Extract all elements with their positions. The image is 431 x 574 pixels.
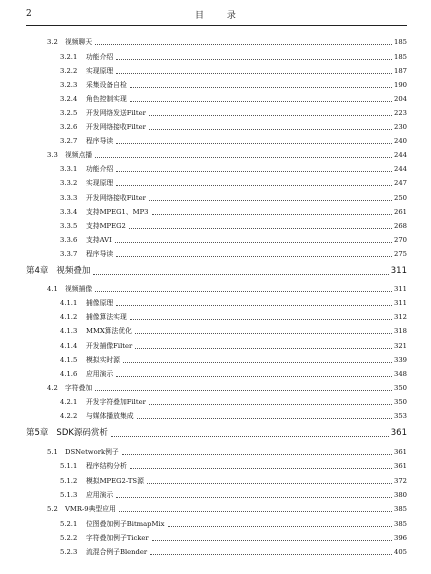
toc-subsection-row[interactable] (60, 342, 407, 351)
dot-leader (95, 390, 392, 391)
toc-entry-label (60, 548, 147, 557)
toc-entry-label (47, 448, 119, 457)
toc-entry-title: VMR-9典型应用 (65, 505, 116, 513)
toc-entry-number: 3.2.2 (60, 67, 78, 75)
toc-entry-title: 字符叠加 (65, 384, 93, 392)
dot-leader (95, 291, 392, 292)
toc-entry-page: 311 (390, 266, 407, 276)
toc-entry-page: 244 (394, 151, 407, 159)
toc-subsection-row[interactable] (60, 477, 407, 486)
dot-leader (116, 497, 392, 498)
toc-entry-label (60, 222, 126, 231)
toc-entry-page: 244 (394, 165, 407, 173)
toc-entry-title: 程序导读 (86, 250, 114, 258)
toc-entry-title: 实现原理 (86, 67, 114, 75)
toc-entry-page: 318 (394, 327, 407, 335)
toc-entry-title: 捕像算法实现 (86, 313, 127, 321)
toc-entry-label (60, 53, 113, 62)
dot-leader (135, 348, 392, 349)
toc-entry-number: 3.2.5 (60, 109, 78, 117)
toc-entry-page: 380 (394, 491, 407, 499)
toc-entry-title: 支持AVI (86, 236, 112, 244)
toc-entry-title: 视频捕像 (65, 285, 93, 293)
toc-entry-number: 5.1.2 (60, 477, 78, 485)
toc-entry-page: 247 (394, 179, 407, 187)
toc-entry-number: 3.3.5 (60, 222, 78, 230)
toc-entry-title: 开发网络发送Filter (86, 109, 146, 117)
toc-entry-number: 3.2.7 (60, 137, 78, 145)
toc-entry-page: 372 (394, 477, 407, 485)
toc-subsection-row[interactable] (60, 67, 407, 76)
toc-entry-page: 312 (394, 313, 407, 321)
page-number: 2 (26, 9, 32, 19)
toc-entry-page: 204 (394, 95, 407, 103)
toc-subsection-row[interactable] (60, 548, 407, 557)
dot-leader (168, 526, 393, 527)
page-title: 目 录 (195, 11, 246, 21)
toc-entry-page: 268 (394, 222, 407, 230)
dot-leader (147, 483, 392, 484)
toc-entry-label (47, 505, 116, 514)
dot-leader (130, 319, 392, 320)
toc-entry-number: 5.1.1 (60, 462, 78, 470)
dot-leader (116, 256, 392, 257)
toc-entry-title: 视频叠加 (56, 266, 91, 276)
dot-leader (116, 376, 392, 377)
toc-entry-page: 353 (394, 412, 407, 420)
dot-leader (95, 157, 392, 158)
toc-entry-page: 339 (394, 356, 407, 364)
toc-subsection-row[interactable] (60, 179, 407, 188)
toc-entry-page: 187 (394, 67, 407, 75)
toc-subsection-row[interactable] (60, 412, 407, 421)
toc-subsection-row[interactable] (60, 222, 407, 231)
toc-entry-number: 3.3.7 (60, 250, 78, 258)
toc-entry-page: 240 (394, 137, 407, 145)
toc-entry-page: 361 (394, 448, 407, 456)
toc-subsection-row[interactable] (60, 462, 407, 471)
dot-leader (116, 185, 392, 186)
toc-section-row[interactable] (47, 448, 407, 457)
toc-entry-title: 视频聊天 (65, 38, 93, 46)
toc-entry-label (60, 67, 113, 76)
toc-entry-label (60, 95, 127, 104)
dot-leader (130, 101, 392, 102)
toc-entry-page: 223 (394, 109, 407, 117)
dot-leader (122, 454, 392, 455)
toc-entry-label (60, 491, 113, 500)
header-rule (26, 25, 407, 26)
toc-entry-page: 385 (394, 520, 407, 528)
toc-entry-number: 第4章 (26, 266, 49, 276)
dot-leader (116, 73, 392, 74)
toc-entry-title: 角色控制实现 (86, 95, 127, 103)
toc-entry-number: 5.2.1 (60, 520, 78, 528)
toc-subsection-row[interactable] (60, 356, 407, 365)
toc-section-row[interactable] (47, 38, 407, 47)
toc-entry-title: MMX算法优化 (86, 327, 132, 335)
toc-entry-number: 4.1.1 (60, 299, 78, 307)
toc-entry-page: 396 (394, 534, 407, 542)
toc-subsection-row[interactable] (60, 520, 407, 529)
toc-entry-page: 350 (394, 384, 407, 392)
toc-section-row[interactable] (47, 285, 407, 294)
toc-subsection-row[interactable] (60, 109, 407, 118)
toc-entry-title: 视频点播 (65, 151, 93, 159)
dot-leader (149, 129, 392, 130)
toc-entry-number: 4.2 (47, 384, 58, 392)
toc-subsection-row[interactable] (60, 81, 407, 90)
toc-entry-page: 185 (394, 38, 407, 46)
dot-leader (149, 115, 392, 116)
toc-entry-page: 361 (390, 428, 407, 438)
toc-section-row[interactable] (47, 151, 407, 160)
page-header (0, 0, 431, 28)
dot-leader (115, 242, 392, 243)
dot-leader (130, 87, 392, 88)
toc-entry-title: 实现原理 (86, 179, 114, 187)
toc-subsection-row[interactable] (60, 137, 407, 146)
toc-subsection-row[interactable] (60, 53, 407, 62)
dot-leader (149, 200, 392, 201)
toc-subsection-row[interactable] (60, 95, 407, 104)
toc-entry-page: 190 (394, 81, 407, 89)
toc-entry-label (60, 208, 149, 217)
toc-entry-page: 361 (394, 462, 407, 470)
toc-entry-label (60, 179, 113, 188)
toc-entry-title: 采集设备自检 (86, 81, 127, 89)
toc-entry-title: 程序结构分析 (86, 462, 127, 470)
toc-entry-page: 270 (394, 236, 407, 244)
toc-entry-number: 3.2.6 (60, 123, 78, 131)
toc-entry-title: 开发网络接收Filter (86, 194, 146, 202)
dot-leader (152, 214, 393, 215)
toc-entry-label (47, 384, 92, 393)
toc-entry-number: 4.2.2 (60, 412, 78, 420)
toc-entry-label (60, 462, 127, 471)
toc-entry-title: 开发捕像Filter (86, 342, 133, 350)
dot-leader (116, 59, 392, 60)
toc-entry-title: 模拟实时源 (86, 356, 120, 364)
toc-entry-label (60, 412, 134, 421)
toc-entry-title: 功能介绍 (86, 53, 114, 61)
toc-entry-number: 3.2.4 (60, 95, 78, 103)
toc-entry-title: 模拟MPEG2-TS源 (86, 477, 144, 485)
dot-leader (116, 143, 392, 144)
toc-subsection-row[interactable] (60, 491, 407, 500)
toc-entry-number: 5.2.3 (60, 548, 78, 556)
dot-leader (137, 418, 392, 419)
toc-entry-title: 应用演示 (86, 491, 114, 499)
toc-subsection-row[interactable] (60, 236, 407, 245)
toc-entry-title: 开发网络接收Filter (86, 123, 146, 131)
dot-leader (150, 554, 392, 555)
toc-entry-label (60, 250, 113, 259)
toc-entry-number: 第5章 (26, 428, 49, 438)
toc-entry-label (60, 342, 132, 351)
toc-entry-number: 4.1.5 (60, 356, 78, 364)
toc-entry-title: 应用演示 (86, 370, 114, 378)
toc-subsection-row[interactable] (60, 194, 407, 203)
toc-entry-label (60, 165, 113, 174)
toc-entry-title: SDK源码赏析 (56, 428, 108, 438)
toc-entry-page: 350 (394, 398, 407, 406)
dot-leader (95, 44, 392, 45)
toc-entry-title: 捕像原理 (86, 299, 114, 307)
toc-entry-page: 385 (394, 505, 407, 513)
toc-entry-title: DSNetwork例子 (65, 448, 119, 456)
toc-entry-page: 405 (394, 548, 407, 556)
toc-subsection-row[interactable] (60, 398, 407, 407)
dot-leader (135, 333, 392, 334)
toc-section-row[interactable] (47, 384, 407, 393)
toc-entry-number: 3.2.1 (60, 53, 78, 61)
toc-entry-number: 4.1.3 (60, 327, 78, 335)
toc-entry-page: 185 (394, 53, 407, 61)
toc-entry-number: 3.3 (47, 151, 58, 159)
dot-leader (116, 171, 392, 172)
toc-subsection-row[interactable] (60, 123, 407, 132)
toc-entry-label (60, 299, 113, 308)
toc-entry-label (60, 356, 120, 365)
dot-leader (93, 274, 388, 275)
toc-entry-label (60, 398, 146, 407)
dot-leader (130, 468, 392, 469)
toc-entry-page: 230 (394, 123, 407, 131)
toc-entry-label (60, 137, 113, 146)
toc-entry-label (47, 151, 92, 160)
toc-entry-label (60, 534, 149, 543)
toc-entry-number: 4.1.4 (60, 342, 78, 350)
toc-section-row[interactable] (47, 505, 407, 514)
toc-entry-number: 5.2.2 (60, 534, 78, 542)
toc-subsection-row[interactable] (60, 327, 407, 336)
toc-entry-number: 4.1.6 (60, 370, 78, 378)
toc-subsection-row[interactable] (60, 299, 407, 308)
dot-leader (129, 228, 392, 229)
toc-entry-label (60, 194, 146, 203)
toc-entry-number: 5.1.3 (60, 491, 78, 499)
toc-entry-number: 4.1 (47, 285, 58, 293)
toc-entry-number: 5.1 (47, 448, 58, 456)
toc-entry-page: 311 (394, 285, 407, 293)
dot-leader (152, 540, 392, 541)
toc-entry-title: 与媒体播放集成 (86, 412, 134, 420)
toc-entry-label (60, 327, 132, 336)
toc-entry-label (60, 81, 127, 90)
toc-subsection-row[interactable] (60, 208, 407, 217)
toc-entry-number: 4.2.1 (60, 398, 78, 406)
dot-leader (111, 436, 389, 437)
dot-leader (123, 362, 392, 363)
dot-leader (116, 305, 392, 306)
toc-entry-number: 3.2 (47, 38, 58, 46)
toc-entry-label (60, 520, 165, 529)
toc-entry-title: 位图叠加例子BitmapMix (86, 520, 165, 528)
toc-chapter-row[interactable] (26, 428, 407, 439)
toc-entry-label (60, 123, 146, 132)
toc-subsection-row[interactable] (60, 370, 407, 379)
toc-entry-page: 311 (394, 299, 407, 307)
toc-subsection-row[interactable] (60, 313, 407, 322)
toc-entry-number: 3.2.3 (60, 81, 78, 89)
toc-entry-number: 3.3.2 (60, 179, 78, 187)
toc-entry-label (60, 477, 144, 486)
toc-entry-number: 3.3.6 (60, 236, 78, 244)
toc-entry-title: 流混合例子Blender (86, 548, 148, 556)
toc-entry-label (26, 428, 108, 439)
toc-entry-page: 275 (394, 250, 407, 258)
toc-subsection-row[interactable] (60, 534, 407, 543)
dot-leader (149, 404, 392, 405)
toc-entry-number: 3.3.3 (60, 194, 78, 202)
toc-entry-label (60, 313, 127, 322)
toc-entry-title: 字符叠加例子Ticker (86, 534, 149, 542)
toc-entry-title: 支持MPEG1、MP3 (86, 208, 149, 216)
toc-entry-page: 321 (394, 342, 407, 350)
toc-entry-number: 3.3.1 (60, 165, 78, 173)
toc-entry-label (60, 370, 113, 379)
toc-entry-label (26, 266, 90, 277)
toc-subsection-row[interactable] (60, 250, 407, 259)
toc-entry-label (60, 236, 112, 245)
toc-entry-number: 3.3.4 (60, 208, 78, 216)
toc-entry-page: 250 (394, 194, 407, 202)
dot-leader (119, 511, 392, 512)
toc-subsection-row[interactable] (60, 165, 407, 174)
toc-entry-label (47, 285, 92, 294)
toc-entry-title: 功能介绍 (86, 165, 114, 173)
toc-entry-title: 支持MPEG2 (86, 222, 126, 230)
toc-entry-label (47, 38, 92, 47)
toc-chapter-row[interactable] (26, 266, 407, 277)
toc-entry-number: 4.1.2 (60, 313, 78, 321)
toc-entry-label (60, 109, 146, 118)
toc-entry-page: 261 (394, 208, 407, 216)
toc-entry-page: 348 (394, 370, 407, 378)
toc-entry-title: 程序导读 (86, 137, 114, 145)
toc-entry-title: 开发字符叠加Filter (86, 398, 146, 406)
toc-entry-number: 5.2 (47, 505, 58, 513)
